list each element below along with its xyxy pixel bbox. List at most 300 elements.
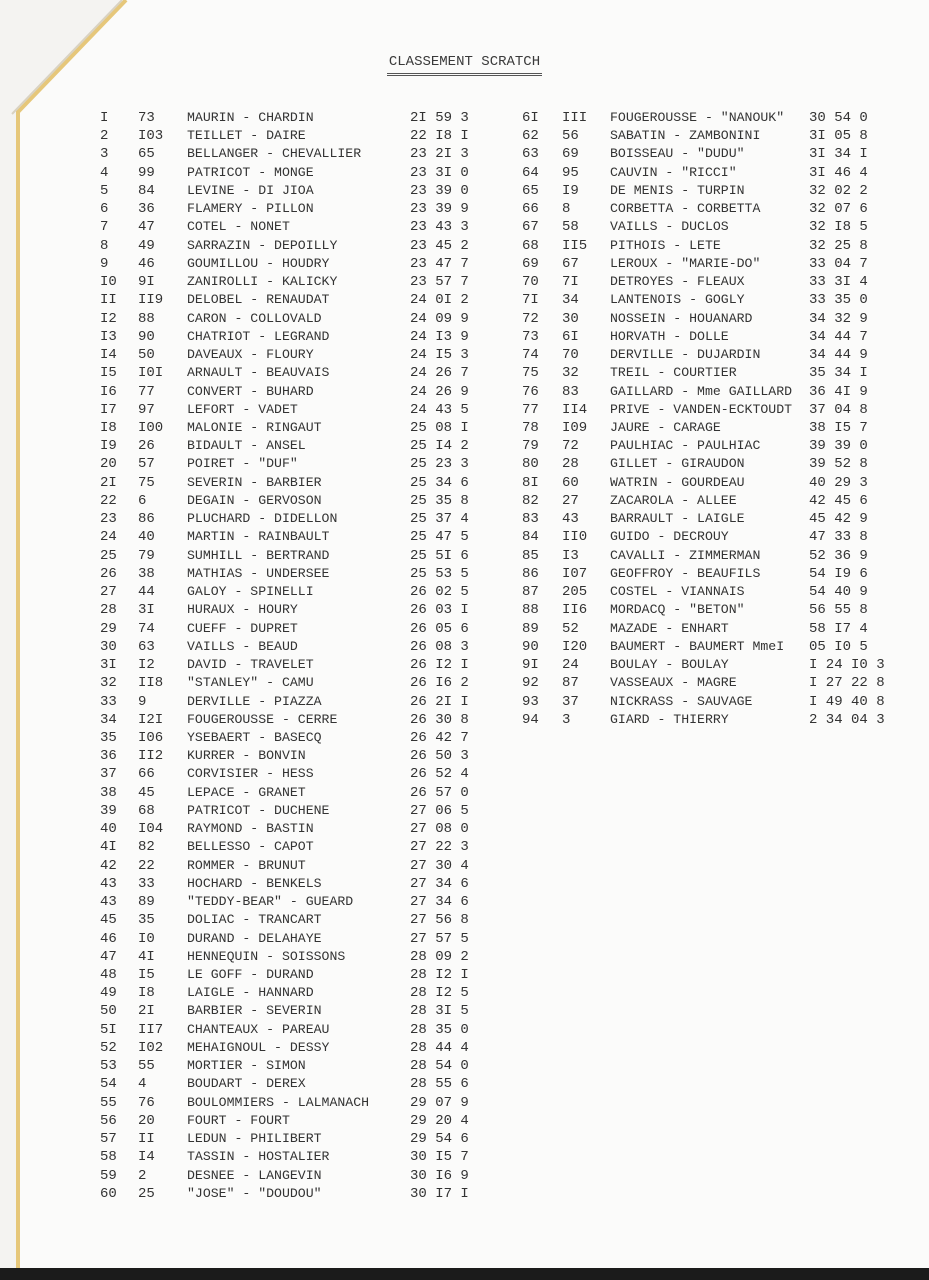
car-number: II7 xyxy=(138,1021,164,1038)
rank: 7I xyxy=(522,292,539,309)
crew-names: BOISSEAU - "DUDU" xyxy=(610,146,745,162)
rank: I3 xyxy=(100,328,117,345)
car-number: 32 xyxy=(562,365,579,382)
rank: 9 xyxy=(100,255,109,272)
finish-time: 27 06 5 xyxy=(410,802,469,819)
crew-names: POIRET - "DUF" xyxy=(187,456,298,472)
finish-time: 39 52 8 xyxy=(809,456,868,473)
finish-time: 28 54 0 xyxy=(410,1058,469,1075)
crew-names: LEROUX - "MARIE-DO" xyxy=(610,255,761,271)
crew-names: HOCHARD - BENKELS xyxy=(187,875,322,891)
finish-time: 23 39 9 xyxy=(410,201,469,218)
rank: 67 xyxy=(522,219,539,236)
car-number: 76 xyxy=(138,1094,155,1111)
crew-names: DAVEAUX - FLOURY xyxy=(187,347,314,363)
rank: 68 xyxy=(522,237,539,254)
car-number: 20 xyxy=(138,1112,155,1129)
car-number: 3I xyxy=(138,602,155,619)
rank: 82 xyxy=(522,492,539,509)
crew-names: CONVERT - BUHARD xyxy=(187,383,314,399)
finish-time: 26 52 4 xyxy=(410,766,469,783)
crew-names: FOUGEROUSSE - "NANOUK" xyxy=(610,110,785,125)
finish-time: 35 34 I xyxy=(809,365,868,382)
rank: 39 xyxy=(100,802,117,819)
car-number: 72 xyxy=(562,438,579,455)
rank: 87 xyxy=(522,584,539,601)
rank: I xyxy=(100,110,109,126)
finish-time: 27 57 5 xyxy=(410,930,469,947)
crew-names: LAIGLE - HANNARD xyxy=(187,985,314,1001)
car-number: 6I xyxy=(562,328,579,345)
rank: 64 xyxy=(522,164,539,181)
rank: 56 xyxy=(100,1112,117,1129)
rank: 83 xyxy=(522,511,539,528)
car-number: 70 xyxy=(562,347,579,364)
car-number: 83 xyxy=(562,383,579,400)
page-title-text: CLASSEMENT SCRATCH xyxy=(387,54,542,76)
car-number: 2 xyxy=(138,1167,147,1184)
crew-names: BARBIER - SEVERIN xyxy=(187,1003,322,1019)
car-number: 99 xyxy=(138,164,155,181)
car-number: 6 xyxy=(138,492,147,509)
crew-names: CORBETTA - CORBETTA xyxy=(610,201,761,217)
car-number: 69 xyxy=(562,146,579,163)
rank: 32 xyxy=(100,675,117,692)
car-number: II9 xyxy=(138,292,164,309)
finish-time: 27 30 4 xyxy=(410,857,469,874)
car-number: 26 xyxy=(138,438,155,455)
rank: 28 xyxy=(100,602,117,619)
crew-names: SABATIN - ZAMBONINI xyxy=(610,128,761,144)
car-number: 44 xyxy=(138,584,155,601)
car-number: III xyxy=(562,110,588,126)
finish-time: 29 07 9 xyxy=(410,1094,469,1111)
rank: 73 xyxy=(522,328,539,345)
car-number: I20 xyxy=(562,638,588,655)
finish-time: 24 26 7 xyxy=(410,365,469,382)
crew-names: LANTENOIS - GOGLY xyxy=(610,292,745,308)
finish-time: 05 I0 5 xyxy=(809,638,868,655)
rank: 37 xyxy=(100,766,117,783)
crew-names: CAUVIN - "RICCI" xyxy=(610,164,737,180)
car-number: II5 xyxy=(562,237,588,254)
crew-names: SEVERIN - BARBIER xyxy=(187,474,322,490)
crew-names: PATRICOT - DUCHENE xyxy=(187,802,330,818)
finish-time: 23 3I 0 xyxy=(410,164,469,181)
finish-time: 24 I3 9 xyxy=(410,328,469,345)
car-number: 84 xyxy=(138,182,155,199)
finish-time: 54 40 9 xyxy=(809,584,868,601)
crew-names: DESNEE - LANGEVIN xyxy=(187,1167,322,1183)
finish-time: 42 45 6 xyxy=(809,492,868,509)
crew-names: DOLIAC - TRANCART xyxy=(187,912,322,928)
rank: 8 xyxy=(100,237,109,254)
crew-names: GEOFFROY - BEAUFILS xyxy=(610,565,761,581)
finish-time: 23 57 7 xyxy=(410,274,469,291)
car-number: I3 xyxy=(562,547,579,564)
crew-names: PAULHIAC - PAULHIAC xyxy=(610,438,761,454)
rank: 63 xyxy=(522,146,539,163)
car-number: I00 xyxy=(138,419,164,436)
rank: 85 xyxy=(522,547,539,564)
finish-time: 27 22 3 xyxy=(410,839,469,856)
finish-time: 45 42 9 xyxy=(809,511,868,528)
rank: 77 xyxy=(522,401,539,418)
crew-names: GUIDO - DECROUY xyxy=(610,529,729,545)
finish-time: 27 34 6 xyxy=(410,894,469,911)
finish-time: 23 43 3 xyxy=(410,219,469,236)
scan-bottom-edge xyxy=(0,1268,929,1280)
finish-time: 27 34 6 xyxy=(410,875,469,892)
crew-names: CUEFF - DUPRET xyxy=(187,620,298,636)
finish-time: 27 08 0 xyxy=(410,821,469,838)
rank: 34 xyxy=(100,711,117,728)
crew-names: GIARD - THIERRY xyxy=(610,711,729,727)
finish-time: 2I 59 3 xyxy=(410,110,469,126)
car-number: II4 xyxy=(562,401,588,418)
car-number: 55 xyxy=(138,1058,155,1075)
car-number: I0I xyxy=(138,365,164,382)
car-number: 30 xyxy=(562,310,579,327)
rank: 6I xyxy=(522,110,539,126)
crew-names: MARTIN - RAINBAULT xyxy=(187,529,330,545)
rank: 78 xyxy=(522,419,539,436)
rank: 9I xyxy=(522,657,539,674)
finish-time: 3I 46 4 xyxy=(809,164,868,181)
crew-names: RAYMOND - BASTIN xyxy=(187,821,314,837)
finish-time: 58 I7 4 xyxy=(809,620,868,637)
rank: 43 xyxy=(100,875,117,892)
crew-names: MORTIER - SIMON xyxy=(187,1058,306,1074)
car-number: I8 xyxy=(138,985,155,1002)
car-number: I09 xyxy=(562,419,588,436)
car-number: I02 xyxy=(138,1039,164,1056)
finish-time: 34 32 9 xyxy=(809,310,868,327)
crew-names: LEPACE - GRANET xyxy=(187,784,306,800)
rank: 59 xyxy=(100,1167,117,1184)
finish-time: 26 02 5 xyxy=(410,584,469,601)
car-number: 27 xyxy=(562,492,579,509)
rank: 22 xyxy=(100,492,117,509)
car-number: 22 xyxy=(138,857,155,874)
crew-names: HORVATH - DOLLE xyxy=(610,328,729,344)
rank: 38 xyxy=(100,784,117,801)
crew-names: PLUCHARD - DIDELLON xyxy=(187,511,338,527)
crew-names: DE MENIS - TURPIN xyxy=(610,182,745,198)
finish-time: 38 I5 7 xyxy=(809,419,868,436)
crew-names: BARRAULT - LAIGLE xyxy=(610,511,745,527)
rank: I4 xyxy=(100,347,117,364)
crew-names: FOURT - FOURT xyxy=(187,1112,290,1128)
car-number: 3 xyxy=(562,711,571,728)
car-number: II0 xyxy=(562,529,588,546)
car-number: I07 xyxy=(562,565,588,582)
finish-time: 25 5I 6 xyxy=(410,547,469,564)
rank: 49 xyxy=(100,985,117,1002)
finish-time: 22 I8 I xyxy=(410,128,469,145)
crew-names: VASSEAUX - MAGRE xyxy=(610,675,737,691)
finish-time: 30 54 0 xyxy=(809,110,868,126)
car-number: I4 xyxy=(138,1149,155,1166)
finish-time: I 24 I0 3 xyxy=(809,657,885,674)
crew-names: YSEBAERT - BASECQ xyxy=(187,729,322,745)
crew-names: HURAUX - HOURY xyxy=(187,602,298,618)
car-number: 90 xyxy=(138,328,155,345)
car-number: 82 xyxy=(138,839,155,856)
finish-time: 26 08 3 xyxy=(410,638,469,655)
crew-names: GILLET - GIRAUDON xyxy=(610,456,745,472)
car-number: 9 xyxy=(138,693,147,710)
rank: 36 xyxy=(100,748,117,765)
finish-time: 3I 05 8 xyxy=(809,128,868,145)
rank: I7 xyxy=(100,401,117,418)
crew-names: LEFORT - VADET xyxy=(187,401,298,417)
finish-time: 26 03 I xyxy=(410,602,469,619)
car-number: 73 xyxy=(138,110,155,126)
crew-names: CAVALLI - ZIMMERMAN xyxy=(610,547,761,563)
finish-time: 30 I7 I xyxy=(410,1185,469,1202)
car-number: I5 xyxy=(138,967,155,984)
finish-time: 2 34 04 3 xyxy=(809,711,885,728)
rank: 50 xyxy=(100,1003,117,1020)
rank: 23 xyxy=(100,511,117,528)
finish-time: 28 09 2 xyxy=(410,948,469,965)
car-number: 56 xyxy=(562,128,579,145)
finish-time: 30 I6 9 xyxy=(410,1167,469,1184)
finish-time: 24 I5 3 xyxy=(410,347,469,364)
crew-names: BOULAY - BOULAY xyxy=(610,657,729,673)
rank: 58 xyxy=(100,1149,117,1166)
crew-names: SUMHILL - BERTRAND xyxy=(187,547,330,563)
finish-time: 28 I2 5 xyxy=(410,985,469,1002)
finish-time: 28 35 0 xyxy=(410,1021,469,1038)
rank: 72 xyxy=(522,310,539,327)
crew-names: PATRICOT - MONGE xyxy=(187,164,314,180)
finish-time: 26 I2 I xyxy=(410,657,469,674)
crew-names: "JOSE" - "DOUDOU" xyxy=(187,1185,322,1201)
rank: 86 xyxy=(522,565,539,582)
crew-names: VAILLS - BEAUD xyxy=(187,638,298,654)
car-number: I0 xyxy=(138,930,155,947)
rank: 40 xyxy=(100,821,117,838)
crew-names: BIDAULT - ANSEL xyxy=(187,438,306,454)
car-number: 50 xyxy=(138,347,155,364)
crew-names: FLAMERY - PILLON xyxy=(187,201,314,217)
crew-names: GOUMILLOU - HOUDRY xyxy=(187,255,330,271)
rank: 75 xyxy=(522,365,539,382)
car-number: 7I xyxy=(562,274,579,291)
crew-names: DEGAIN - GERVOSON xyxy=(187,492,322,508)
finish-time: 24 43 5 xyxy=(410,401,469,418)
rank: 53 xyxy=(100,1058,117,1075)
finish-time: 54 I9 6 xyxy=(809,565,868,582)
rank: 42 xyxy=(100,857,117,874)
rank: 46 xyxy=(100,930,117,947)
rank: 54 xyxy=(100,1076,117,1093)
rank: 27 xyxy=(100,584,117,601)
crew-names: LE GOFF - DURAND xyxy=(187,967,314,983)
finish-time: I 49 40 8 xyxy=(809,693,885,710)
crew-names: DURAND - DELAHAYE xyxy=(187,930,322,946)
crew-names: DERVILLE - DUJARDIN xyxy=(610,347,761,363)
car-number: 40 xyxy=(138,529,155,546)
crew-names: BOULOMMIERS - LALMANACH xyxy=(187,1094,370,1110)
rank: 65 xyxy=(522,182,539,199)
car-number: 33 xyxy=(138,875,155,892)
car-number: II xyxy=(138,1131,155,1148)
finish-time: 25 23 3 xyxy=(410,456,469,473)
crew-names: MAZADE - ENHART xyxy=(610,620,729,636)
crew-names: BELLESSO - CAPOT xyxy=(187,839,314,855)
car-number: 43 xyxy=(562,511,579,528)
rank: I8 xyxy=(100,419,117,436)
crew-names: WATRIN - GOURDEAU xyxy=(610,474,745,490)
crew-names: BAUMERT - BAUMERT MmeI xyxy=(610,638,785,654)
finish-time: 32 02 2 xyxy=(809,182,868,199)
finish-time: 25 08 I xyxy=(410,419,469,436)
car-number: I2I xyxy=(138,711,164,728)
crew-names: BELLANGER - CHEVALLIER xyxy=(187,146,362,162)
finish-time: 33 3I 4 xyxy=(809,274,868,291)
rank: 3 xyxy=(100,146,109,163)
finish-time: 32 I8 5 xyxy=(809,219,868,236)
rank: 7 xyxy=(100,219,109,236)
crew-names: CORVISIER - HESS xyxy=(187,766,314,782)
rank: 8I xyxy=(522,474,539,491)
car-number: 89 xyxy=(138,894,155,911)
car-number: 65 xyxy=(138,146,155,163)
finish-time: 23 39 0 xyxy=(410,182,469,199)
finish-time: 25 53 5 xyxy=(410,565,469,582)
crew-names: SARRAZIN - DEPOILLY xyxy=(187,237,338,253)
finish-time: 27 56 8 xyxy=(410,912,469,929)
crew-names: VAILLS - DUCLOS xyxy=(610,219,729,235)
car-number: 66 xyxy=(138,766,155,783)
car-number: 87 xyxy=(562,675,579,692)
crew-names: PITHOIS - LETE xyxy=(610,237,721,253)
rank: II xyxy=(100,292,117,309)
finish-time: 32 07 6 xyxy=(809,201,868,218)
car-number: 4 xyxy=(138,1076,147,1093)
rank: 4I xyxy=(100,839,117,856)
rank: 26 xyxy=(100,565,117,582)
crew-names: NOSSEIN - HOUANARD xyxy=(610,310,753,326)
rank: I0 xyxy=(100,274,117,291)
finish-time: 34 44 7 xyxy=(809,328,868,345)
finish-time: 24 0I 2 xyxy=(410,292,469,309)
finish-time: 25 47 5 xyxy=(410,529,469,546)
crew-names: TASSIN - HOSTALIER xyxy=(187,1149,330,1165)
crew-names: BOUDART - DEREX xyxy=(187,1076,306,1092)
crew-names: JAURE - CARAGE xyxy=(610,419,721,435)
finish-time: 26 05 6 xyxy=(410,620,469,637)
car-number: 67 xyxy=(562,255,579,272)
finish-time: 52 36 9 xyxy=(809,547,868,564)
car-number: 57 xyxy=(138,456,155,473)
car-number: 88 xyxy=(138,310,155,327)
crew-names: COSTEL - VIANNAIS xyxy=(610,584,745,600)
crew-names: CHANTEAUX - PAREAU xyxy=(187,1021,330,1037)
car-number: 75 xyxy=(138,474,155,491)
finish-time: 33 35 0 xyxy=(809,292,868,309)
finish-time: 25 35 8 xyxy=(410,492,469,509)
rank: 94 xyxy=(522,711,539,728)
car-number: 58 xyxy=(562,219,579,236)
crew-names: LEVINE - DI JIOA xyxy=(187,182,314,198)
crew-names: TREIL - COURTIER xyxy=(610,365,737,381)
car-number: 4I xyxy=(138,948,155,965)
car-number: 205 xyxy=(562,584,588,601)
rank: 80 xyxy=(522,456,539,473)
finish-time: 26 57 0 xyxy=(410,784,469,801)
car-number: 74 xyxy=(138,620,155,637)
finish-time: 40 29 3 xyxy=(809,474,868,491)
car-number: I9 xyxy=(562,182,579,199)
rank: 93 xyxy=(522,693,539,710)
crew-names: TEILLET - DAIRE xyxy=(187,128,306,144)
rank: I9 xyxy=(100,438,117,455)
crew-names: PRIVE - VANDEN-ECKTOUDT xyxy=(610,401,793,417)
finish-time: 28 44 4 xyxy=(410,1039,469,1056)
crew-names: MORDACQ - "BETON" xyxy=(610,602,745,618)
crew-names: "STANLEY" - CAMU xyxy=(187,675,314,691)
car-number: 47 xyxy=(138,219,155,236)
car-number: 24 xyxy=(562,657,579,674)
finish-time: 47 33 8 xyxy=(809,529,868,546)
rank: 92 xyxy=(522,675,539,692)
rank: 20 xyxy=(100,456,117,473)
crew-names: ARNAULT - BEAUVAIS xyxy=(187,365,330,381)
rank: 5I xyxy=(100,1021,117,1038)
rank: 84 xyxy=(522,529,539,546)
rank: 74 xyxy=(522,347,539,364)
rank: 48 xyxy=(100,967,117,984)
finish-time: 29 20 4 xyxy=(410,1112,469,1129)
crew-names: ROMMER - BRUNUT xyxy=(187,857,306,873)
rank: 24 xyxy=(100,529,117,546)
rank: 76 xyxy=(522,383,539,400)
crew-names: MEHAIGNOUL - DESSY xyxy=(187,1039,330,1055)
car-number: 34 xyxy=(562,292,579,309)
crew-names: CHATRIOT - LEGRAND xyxy=(187,328,330,344)
rank: 4 xyxy=(100,164,109,181)
rank: 79 xyxy=(522,438,539,455)
rank: 90 xyxy=(522,638,539,655)
finish-time: 39 39 0 xyxy=(809,438,868,455)
finish-time: 3I 34 I xyxy=(809,146,868,163)
rank: 25 xyxy=(100,547,117,564)
rank: 30 xyxy=(100,638,117,655)
rank: 29 xyxy=(100,620,117,637)
rank: 47 xyxy=(100,948,117,965)
crew-names: DELOBEL - RENAUDAT xyxy=(187,292,330,308)
finish-time: 29 54 6 xyxy=(410,1131,469,1148)
finish-time: 25 37 4 xyxy=(410,511,469,528)
rank: 6 xyxy=(100,201,109,218)
car-number: 36 xyxy=(138,201,155,218)
crew-names: CARON - COLLOVALD xyxy=(187,310,322,326)
car-number: I04 xyxy=(138,821,164,838)
rank: I5 xyxy=(100,365,117,382)
rank: 45 xyxy=(100,912,117,929)
car-number: 37 xyxy=(562,693,579,710)
car-number: 2I xyxy=(138,1003,155,1020)
car-number: 60 xyxy=(562,474,579,491)
car-number: II6 xyxy=(562,602,588,619)
car-number: 97 xyxy=(138,401,155,418)
car-number: I03 xyxy=(138,128,164,145)
car-number: 45 xyxy=(138,784,155,801)
